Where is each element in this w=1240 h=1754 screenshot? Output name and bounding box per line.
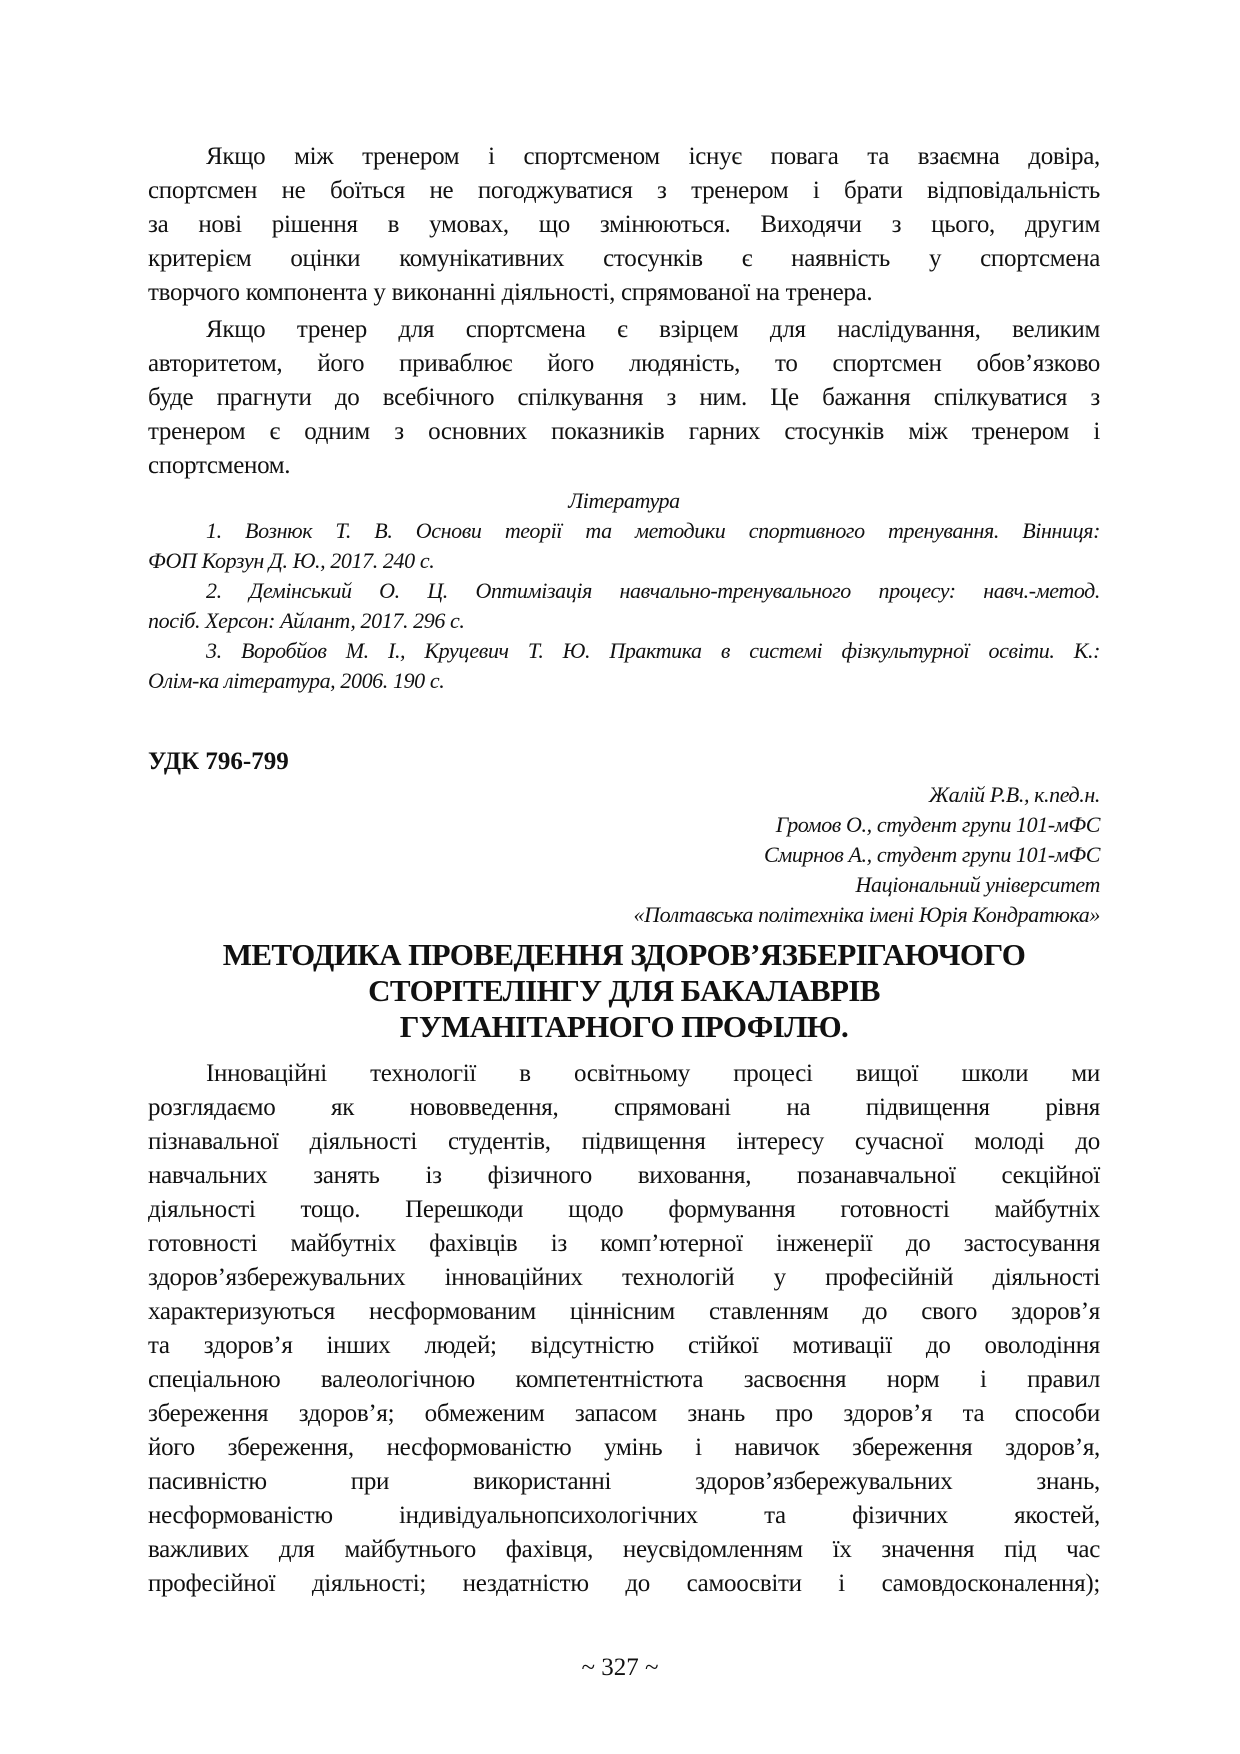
author-3: Смирнов А., студент групи 101-мФС	[764, 842, 1100, 867]
affiliation-line-2: «Полтавська політехніка імені Юрія Кондратюка»	[633, 902, 1100, 927]
paragraph-line: критерієм оцінки комунікативних стосунків є наявність у спортсмена	[148, 245, 1100, 272]
paragraph-line: спортсмен не боїться не погоджуватися з тренером і брати відповідальність	[148, 177, 1100, 204]
page-number: ~ 327 ~	[581, 1654, 659, 1681]
body-line: несформованістю індивідуальнопсихологічних та фізичних якостей,	[148, 1502, 1100, 1529]
reference-item-1: 1. Вознюк Т. В. Основи теорії та методики спортивного тренування. Вінниця:	[206, 518, 1100, 543]
paragraph-line: буде прагнути до всебічного спілкування з ним. Це бажання спілкуватися з	[148, 384, 1100, 411]
author-2: Громов О., студент групи 101-мФС	[775, 812, 1100, 837]
body-line: Інноваційні технології в освітньому процесі вищої школи ми	[206, 1060, 1100, 1087]
article-title-line-1: МЕТОДИКА ПРОВЕДЕННЯ ЗДОРОВ’ЯЗБЕРІГАЮЧОГО	[222, 937, 1026, 972]
body-line: збереження здоров’я; обмеженим запасом знань про здоров’я та способи	[148, 1400, 1100, 1427]
paragraph-line: Якщо між тренером і спортсменом існує повага та взаємна довіра,	[206, 143, 1100, 170]
body-line: пасивністю при використанні здоров’язбережувальних знань,	[148, 1468, 1100, 1495]
paragraph-line: за нові рішення в умовах, що змінюються. Виходячи з цього, другим	[148, 211, 1100, 238]
reference-item-1-cont: ФОП Корзун Д. Ю., 2017. 240 с.	[148, 548, 435, 573]
body-line: готовності майбутніх фахівців із комп’ютерної інженерії до застосування	[148, 1230, 1100, 1257]
body-line: професійної діяльності; нездатністю до самоосвіти і самовдосконалення);	[148, 1570, 1100, 1597]
reference-item-2: 2. Демінський О. Ц. Оптимізація навчально-тренувального процесу: навч.-метод.	[206, 578, 1100, 603]
body-line: діяльності тощо. Перешкоди щодо формування готовності майбутніх	[148, 1196, 1100, 1223]
body-line: розглядаємо як нововведення, спрямовані на підвищення рівня	[148, 1094, 1100, 1121]
body-line: навчальних занять із фізичного виховання, позанавчальної секційної	[148, 1162, 1100, 1189]
paragraph-line: авторитетом, його приваблює його людяність, то спортсмен обов’язково	[148, 350, 1100, 377]
body-line: його збереження, несформованістю умінь і навичок збереження здоров’я,	[148, 1434, 1100, 1461]
reference-item-3-cont: Олім-ка література, 2006. 190 с.	[148, 668, 445, 693]
article-title-line-2: СТОРІТЕЛІНГУ ДЛЯ БАКАЛАВРІВ	[368, 973, 880, 1008]
body-line: характеризуються несформованим ціннісним ставленням до свого здоров’я	[148, 1298, 1100, 1325]
body-line: здоров’язбережувальних інноваційних технологій у професійній діяльності	[148, 1264, 1100, 1291]
affiliation-line-1: Національний університет	[855, 872, 1100, 897]
references-heading: Література	[568, 488, 680, 513]
body-line: пізнавальної діяльності студентів, підвищення інтересу сучасної молоді до	[148, 1128, 1100, 1155]
paragraph-line: спортсменом.	[148, 452, 291, 479]
article-title-line-3: ГУМАНІТАРНОГО ПРОФІЛЮ.	[399, 1009, 849, 1044]
paragraph-line: Якщо тренер для спортсмена є взірцем для наслідування, великим	[206, 316, 1100, 343]
body-line: та здоров’я інших людей; відсутністю стійкої мотивації до оволодіння	[148, 1332, 1100, 1359]
reference-item-2-cont: посіб. Херсон: Айлант, 2017. 296 с.	[148, 608, 465, 633]
body-line: важливих для майбутнього фахівця, неусвідомленням їх значення під час	[148, 1536, 1100, 1563]
author-1: Жалій Р.В., к.пед.н.	[928, 782, 1100, 807]
paragraph-line: творчого компонента у виконанні діяльності, спрямованої на тренера.	[148, 279, 873, 306]
udk-code: УДК 796-799	[148, 748, 289, 775]
body-line: спеціальною валеологічною компетентністюта засвоєння норм і правил	[148, 1366, 1100, 1393]
reference-item-3: 3. Воробйов М. І., Круцевич Т. Ю. Практика в системі фізкультурної освіти. К.:	[206, 638, 1100, 663]
paragraph-line: тренером є одним з основних показників гарних стосунків між тренером і	[148, 418, 1100, 445]
